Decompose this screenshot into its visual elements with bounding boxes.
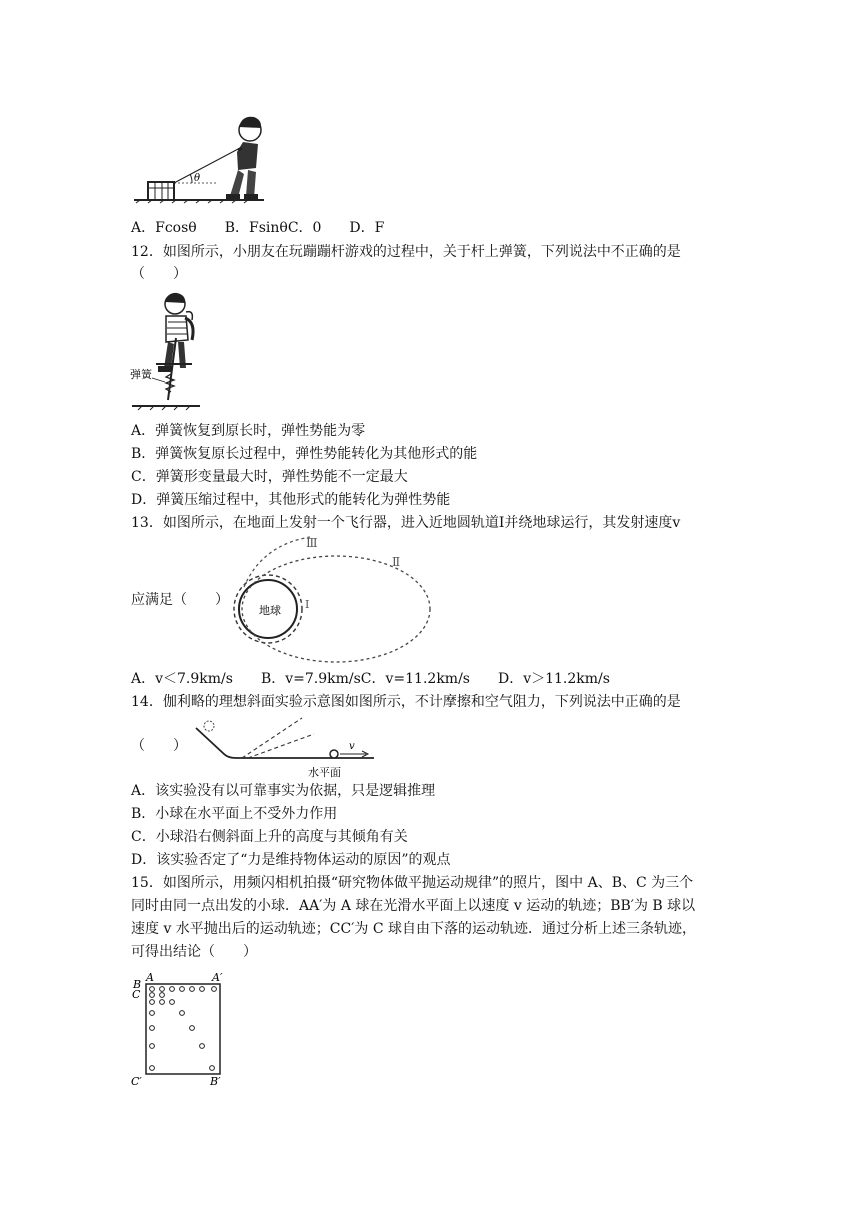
label-c: C <box>132 988 141 1001</box>
q14-option-c: C．小球沿右侧斜面上升的高度与其倾角有关 <box>131 829 408 845</box>
theta-label: θ <box>194 173 201 184</box>
label-b: B <box>133 978 142 991</box>
orbit-1-label: Ⅰ <box>305 598 310 611</box>
q12-figure-pogo-stick <box>130 290 215 412</box>
q15-line-2: 同时由同一点出发的小球．AA′为 A 球在光滑水平面上以速度 v 运动的轨迹；BB′为 B 球以 <box>131 898 696 914</box>
q13-figure-orbits <box>232 535 432 665</box>
q14-option-d: D．该实验否定了“力是维持物体运动的原因”的观点 <box>131 852 451 868</box>
q14-stem: 14．伽利略的理想斜面实验示意图如图所示，不计摩擦和空气阻力，下列说法中正确的是 <box>131 694 681 710</box>
q14-option-a: A．该实验没有以可靠事实为依据，只是逻辑推理 <box>131 783 436 799</box>
q15-line-3: 速度 v 水平抛出后的运动轨迹；CC′为 C 球自由下落的运动轨迹．通过分析上述三条轨迹， <box>131 921 697 937</box>
q12-stem: 12．如图所示，小朋友在玩蹦蹦杆游戏的过程中，关于杆上弹簧，下列说法中不正确的是 <box>131 244 681 260</box>
spring-label: 弹簧 <box>130 368 152 381</box>
q14-figure-inclined-plane <box>188 714 378 782</box>
q14-answer-paren: （ ） <box>131 738 187 754</box>
velocity-label: v <box>349 741 355 752</box>
ground-label: 水平面 <box>308 766 341 779</box>
orbit-2-label: Ⅱ <box>392 555 401 569</box>
label-b-prime: B′ <box>210 1075 221 1088</box>
q12-option-d: D．弹簧压缩过程中，其他形式的能转化为弹性势能 <box>131 492 451 508</box>
q13-options: A．v＜7.9km/s B．v=7.9km/sC．v=11.2km/s D．v＞11.2km/s <box>131 671 610 687</box>
label-c-prime: C′ <box>131 1075 142 1088</box>
q15-figure-strobe-photo <box>128 968 232 1092</box>
q11-figure-boy-pulling-box <box>130 110 270 205</box>
q13-stem: 13．如图所示，在地面上发射一个飞行器，进入近地圆轨道Ⅰ并绕地球运行，其发射速度v <box>131 515 681 531</box>
label-a-prime: A′ <box>212 971 223 984</box>
label-a: A <box>146 971 154 984</box>
earth-label: 地球 <box>259 604 281 617</box>
q14-option-b: B．小球在水平面上不受外力作用 <box>131 806 338 822</box>
q12-answer-paren: （ ） <box>131 266 187 282</box>
q15-line-1: 15．如图所示，用频闪相机拍摄“研究物体做平抛运动规律”的照片，图中 A、B、C 为三个 <box>131 875 694 891</box>
q15-line-4: 可得出结论（ ） <box>131 944 257 960</box>
q11-options: A．Fcosθ B．FsinθC．0 D．F <box>131 220 385 236</box>
q12-option-a: A．弹簧恢复到原长时，弹性势能为零 <box>131 423 366 439</box>
q12-option-b: B．弹簧恢复原长过程中，弹性势能转化为其他形式的能 <box>131 446 478 462</box>
q13-stem-tail: 应满足（ ） <box>131 592 229 608</box>
q12-option-c: C．弹簧形变量最大时，弹性势能不一定最大 <box>131 469 408 485</box>
orbit-3-label: Ⅲ <box>306 536 318 550</box>
